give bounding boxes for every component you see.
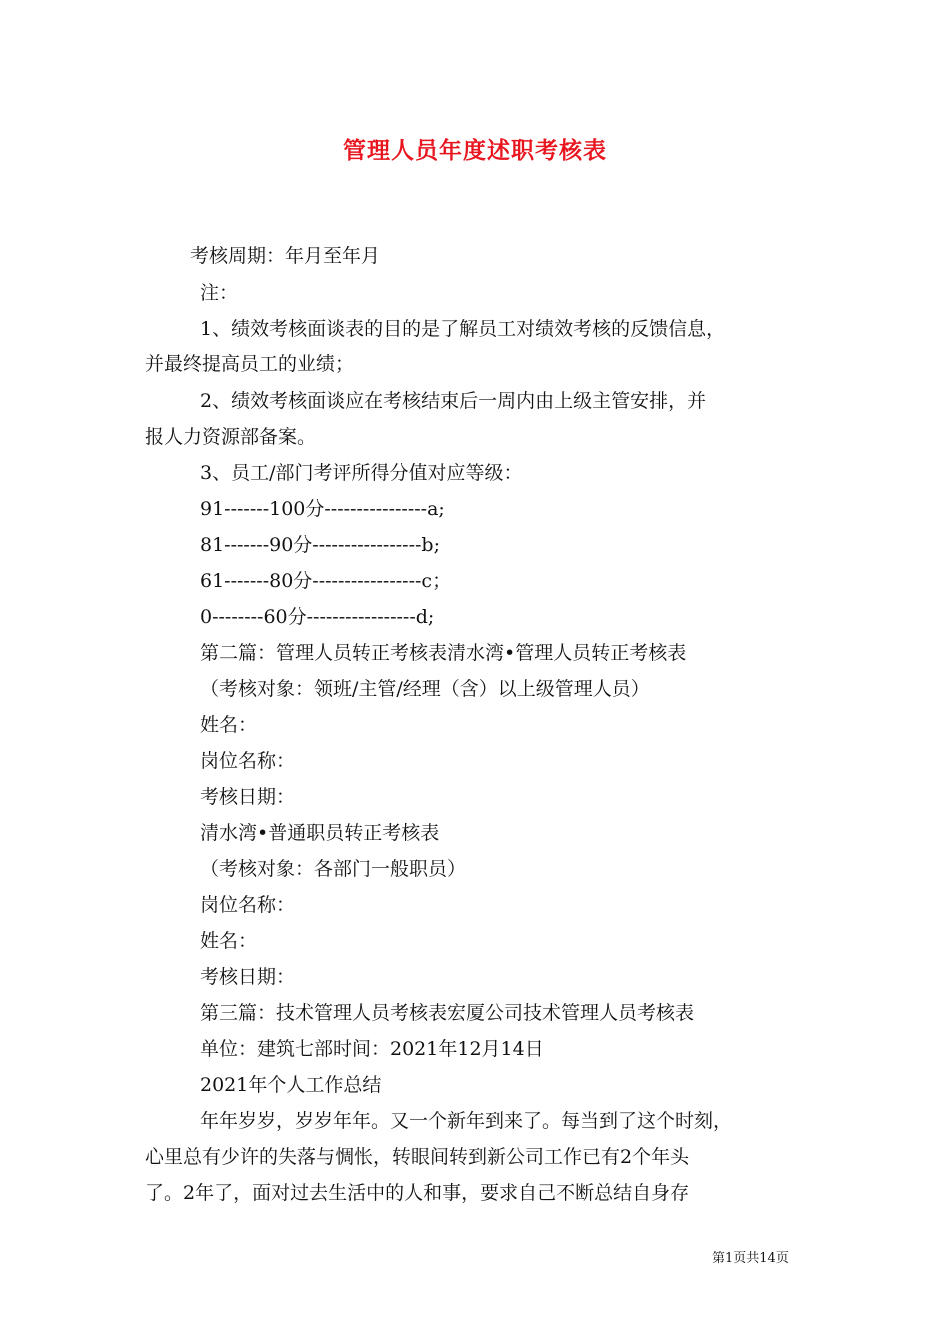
field-position: 岗位名称： xyxy=(200,750,296,772)
page-footer: 第1页共14页 xyxy=(712,1251,789,1266)
document-title: 管理人员年度述职考核表 xyxy=(343,137,607,164)
note-item-2-cont: 报人力资源部备案。 xyxy=(145,426,317,448)
paragraph-line-2: 心里总有少许的失落与惆怅，转眼间转到新公司工作已有2个年头 xyxy=(145,1146,690,1168)
grade-line-c: 61-------80分-----------------c； xyxy=(200,570,452,592)
note-item-2: 2、绩效考核面谈应在考核结束后一周内由上级主管安排，并 xyxy=(200,390,707,412)
paragraph-line-3: 了。2年了，面对过去生活中的人和事，要求自己不断总结自身存 xyxy=(145,1182,690,1204)
field-date: 考核日期： xyxy=(200,786,296,808)
unit-time-line: 单位：建筑七部时间：2021年12月14日 xyxy=(200,1038,544,1060)
note-item-1: 1、绩效考核面谈表的目的是了解员工对绩效考核的反馈信息， xyxy=(200,318,726,340)
staff-form-heading: 清水湾•普通职员转正考核表 xyxy=(200,822,440,844)
note-item-3: 3、员工/部门考评所得分值对应等级： xyxy=(200,462,523,484)
section-3-heading: 第三篇：技术管理人员考核表宏厦公司技术管理人员考核表 xyxy=(200,1002,695,1024)
staff-field-name: 姓名： xyxy=(200,930,258,952)
note-label: 注： xyxy=(200,282,239,304)
field-name: 姓名： xyxy=(200,714,258,736)
grade-line-a: 91-------100分----------------a; xyxy=(200,498,445,520)
staff-form-target: （考核对象：各部门一般职员） xyxy=(200,858,467,880)
paragraph-line-1: 年年岁岁，岁岁年年。又一个新年到来了。每当到了这个时刻， xyxy=(200,1110,733,1132)
period-line: 考核周期：年月至年月 xyxy=(190,245,381,267)
section-2-target: （考核对象：领班/主管/经理（含）以上级管理人员） xyxy=(200,678,650,700)
section-2-heading: 第二篇：管理人员转正考核表清水湾•管理人员转正考核表 xyxy=(200,642,687,664)
summary-heading: 2021年个人工作总结 xyxy=(200,1074,382,1096)
grade-line-d: 0--------60分-----------------d; xyxy=(200,606,435,628)
staff-field-position: 岗位名称： xyxy=(200,894,296,916)
grade-line-b: 81-------90分-----------------b; xyxy=(200,534,440,556)
staff-field-date: 考核日期： xyxy=(200,966,296,988)
note-item-1-cont: 并最终提高员工的业绩； xyxy=(145,353,355,375)
